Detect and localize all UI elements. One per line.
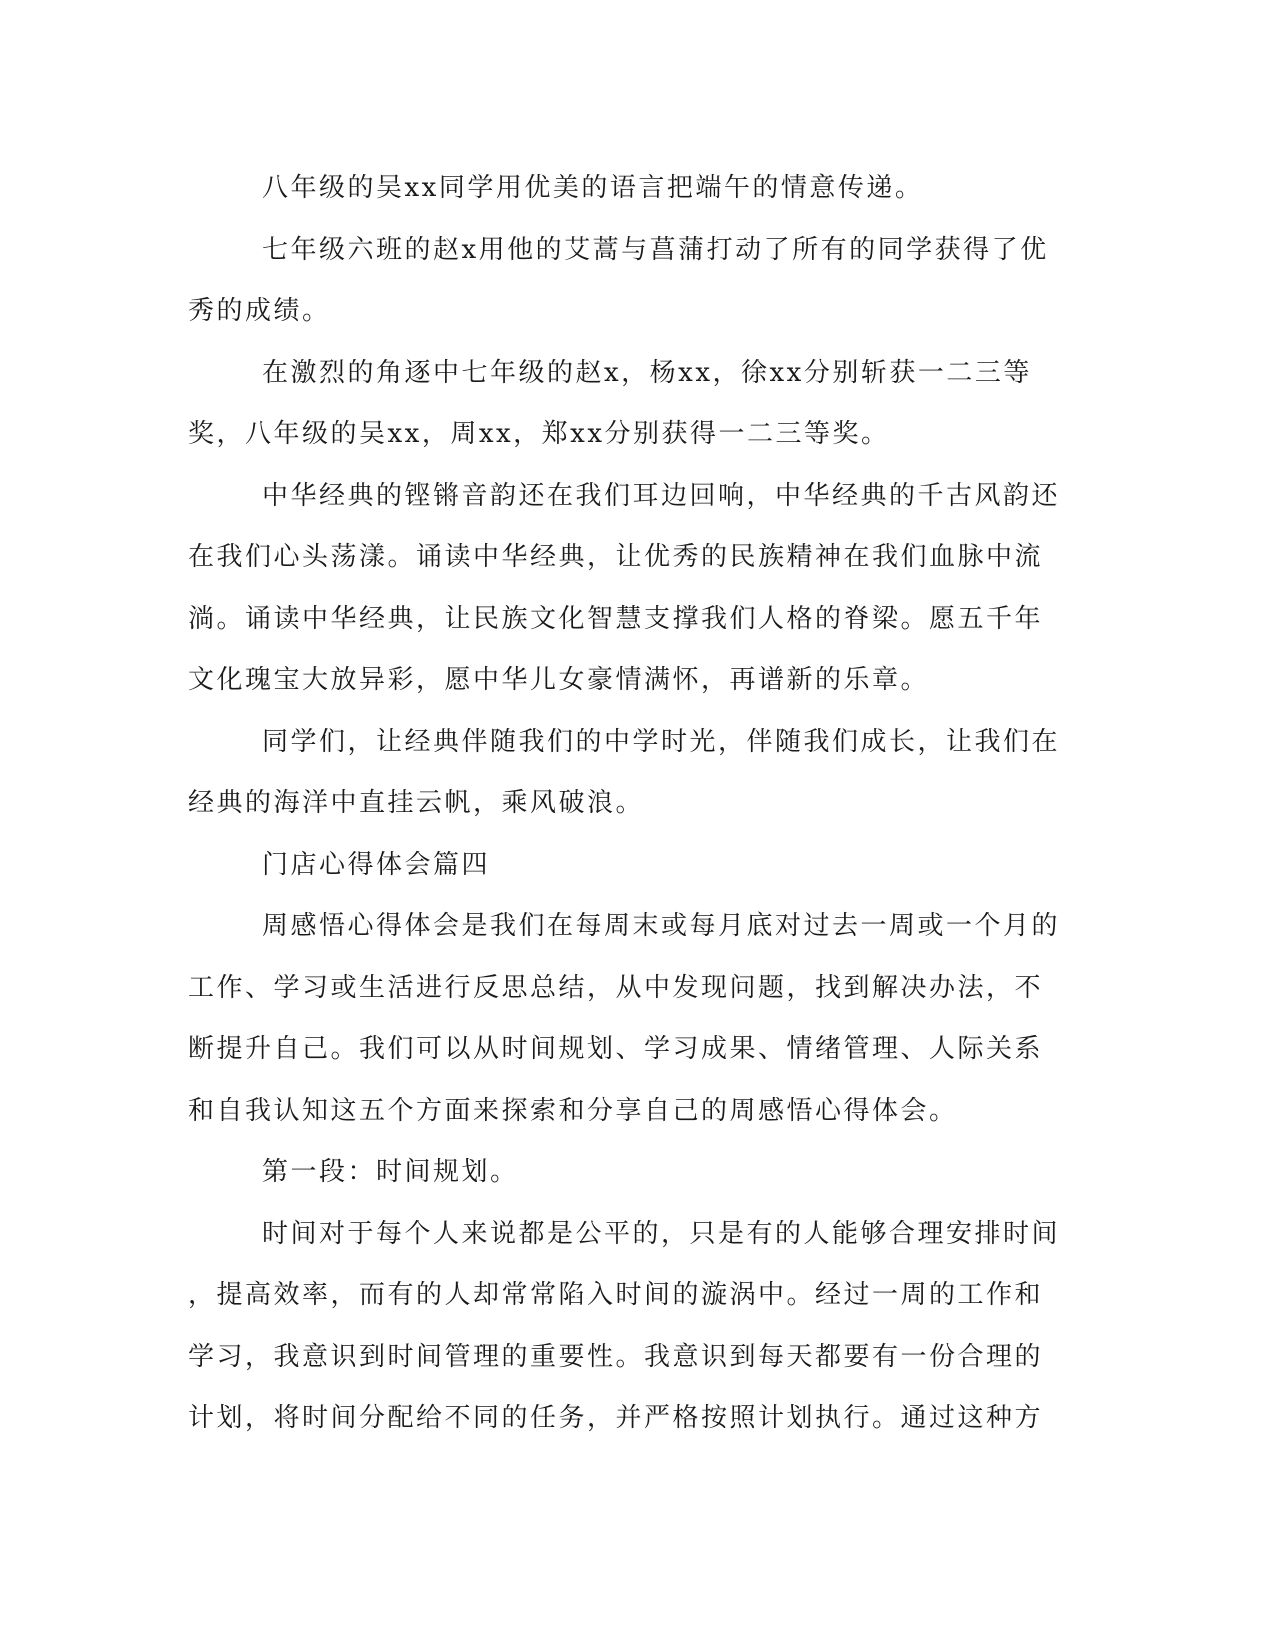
paragraph-line: 工作、学习或生活进行反思总结，从中发现问题，找到解决办法，不 xyxy=(188,972,1044,1003)
paragraph-line: 在激烈的角逐中七年级的赵x，杨xx，徐xx分别斩获一二三等 xyxy=(262,357,1032,388)
paragraph-line: 时间对于每个人来说都是公平的，只是有的人能够合理安排时间 xyxy=(262,1218,1061,1249)
paragraph-line: 文化瑰宝大放异彩，愿中华儿女豪情满怀，再谱新的乐章。 xyxy=(188,665,930,695)
document-body xyxy=(188,158,1088,1450)
paragraph-line: 中华经典的铿锵音韵还在我们耳边回响，中华经典的千古风韵还 xyxy=(262,480,1061,511)
paragraph-line: 计划，将时间分配给不同的任务，并严格按照计划执行。通过这种方 xyxy=(188,1403,1044,1433)
paragraph-line: 七年级六班的赵x用他的艾蒿与菖蒲打动了所有的同学获得了优 xyxy=(262,234,1049,265)
paragraph-line: 八年级的吴xx同学用优美的语言把端午的情意传递。 xyxy=(262,173,924,203)
paragraph-line: 周感悟心得体会是我们在每周末或每月底对过去一周或一个月的 xyxy=(262,911,1061,941)
paragraph-line: 学习，我意识到时间管理的重要性。我意识到每天都要有一份合理的 xyxy=(188,1341,1044,1372)
paragraph-line: 奖，八年级的吴xx，周xx，郑xx分别获得一二三等奖。 xyxy=(188,419,890,449)
subsection-heading: 第一段：时间规划。 xyxy=(262,1157,519,1187)
section-heading: 门店心得体会篇四 xyxy=(262,849,491,880)
paragraph-line: 秀的成绩。 xyxy=(188,296,331,326)
paragraph-line: 淌。诵读中华经典，让民族文化智慧支撑我们人格的脊梁。愿五千年 xyxy=(188,603,1044,634)
paragraph-line: 和自我认知这五个方面来探索和分享自己的周感悟心得体会。 xyxy=(188,1095,958,1126)
paragraph-line: 断提升自己。我们可以从时间规划、学习成果、情绪管理、人际关系 xyxy=(188,1034,1044,1064)
paragraph-line: 在我们心头荡漾。诵读中华经典，让优秀的民族精神在我们血脉中流 xyxy=(188,542,1044,572)
paragraph-line: 经典的海洋中直挂云帆，乘风破浪。 xyxy=(188,788,645,818)
paragraph-line: ，提高效率，而有的人却常常陷入时间的漩涡中。经过一周的工作和 xyxy=(188,1280,1044,1310)
paragraph-line: 同学们，让经典伴随我们的中学时光，伴随我们成长，让我们在 xyxy=(262,726,1061,757)
